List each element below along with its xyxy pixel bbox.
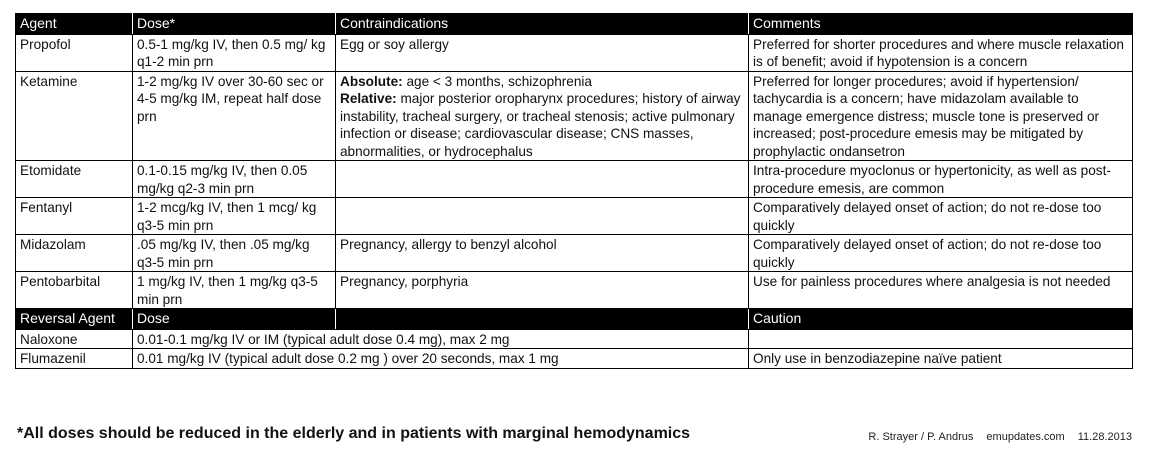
agent-contraindications [336,161,749,198]
header-caution: Caution [749,309,1133,330]
header-reversal-blank [336,309,749,330]
credits [858,431,1132,443]
agent-dose: 1 mg/kg IV, then 1 mg/kg q3-5 min prn [133,272,336,309]
header-agent: Agent [16,14,133,35]
agent-dose: 1-2 mg/kg IV over 30-60 sec or 4-5 mg/kg IM, repeat half dose prn [133,71,336,161]
reversal-agent-name: Naloxone [16,329,133,349]
agent-dose: 0.5-1 mg/kg IV, then 0.5 mg/ kg q1-2 min prn [133,34,336,71]
agent-dose: 0.1-0.15 mg/kg IV, then 0.05 mg/kg q2-3 min prn [133,161,336,198]
agent-comments: Preferred for shorter procedures and where muscle relaxation is of benefit; avoid if hypotension is a concern [749,34,1133,71]
agent-name: Fentanyl [16,198,133,235]
table-row-propofol [16,34,1133,71]
reversal-header-row [16,309,1133,330]
header-reversal-dose: Dose [133,309,336,330]
agent-contraindications [336,198,749,235]
footer [15,425,1132,447]
agent-contraindications: Egg or soy allergy [336,34,749,71]
relative-label: Relative: [340,91,397,106]
agent-name: Propofol [16,34,133,71]
sedation-reference-sheet [15,13,1132,369]
agent-contraindications: Pregnancy, allergy to benzyl alcohol [336,235,749,272]
table-row-flumazenil [16,349,1133,369]
agent-name: Pentobarbital [16,272,133,309]
header-comments: Comments [749,14,1133,35]
table-row-fentanyl [16,198,1133,235]
agent-name: Ketamine [16,71,133,161]
reversal-agent-caution: Only use in benzodiazepine naïve patient [749,349,1133,369]
authors: R. Strayer / P. Andrus [868,431,974,443]
sedation-agents-table [15,13,1133,369]
table-header-row [16,14,1133,35]
header-reversal-agent: Reversal Agent [16,309,133,330]
site: emupdates.com [986,431,1065,443]
agent-dose: .05 mg/kg IV, then .05 mg/kg q3-5 min prn [133,235,336,272]
dose-footnote: *All doses should be reduced in the elderly and in patients with marginal hemodynamics [17,425,691,442]
agent-comments: Preferred for longer procedures; avoid if hypertension/ tachycardia is a concern; have midazolam available to manage emergence distress; muscle tone is preserved or increased; post-procedure emesis may be mitigated by prophylactic ondansetron [749,71,1133,161]
header-contraindications: Contraindications [336,14,749,35]
reversal-agent-dose: 0.01 mg/kg IV (typical adult dose 0.2 mg ) over 20 seconds, max 1 mg [133,349,749,369]
agent-comments: Comparatively delayed onset of action; do not re-dose too quickly [749,198,1133,235]
reversal-agent-caution [749,329,1133,349]
agent-name: Midazolam [16,235,133,272]
agent-contraindications: Pregnancy, porphyria [336,272,749,309]
table-row-midazolam [16,235,1133,272]
date: 11.28.2013 [1077,431,1132,443]
absolute-label: Absolute: [340,73,403,89]
header-dose: Dose* [133,14,336,35]
agent-comments: Intra-procedure myoclonus or hypertonicity, as well as post-procedure emesis, are common [749,161,1133,198]
table-row-etomidate [16,161,1133,198]
agent-name: Etomidate [16,161,133,198]
reversal-agent-dose: 0.01-0.1 mg/kg IV or IM (typical adult dose 0.4 mg), max 2 mg [133,329,749,349]
table-row-naloxone [16,329,1133,349]
relative-text: major posterior oropharynx procedures; history of airway instability, tracheal surgery, or tracheal stenosis; active pulmonary infection or disease; cardiovascular disease; CNS masses, abnormalities, or hydrocephalus [340,91,741,159]
table-row-pentobarbital [16,272,1133,309]
table-row-ketamine [16,71,1133,161]
agent-comments: Comparatively delayed onset of action; do not re-dose too quickly [749,235,1133,272]
agent-dose: 1-2 mcg/kg IV, then 1 mcg/ kg q3-5 min prn [133,198,336,235]
absolute-text: age < 3 months, schizophrenia [402,73,592,89]
agent-contraindications [336,71,749,161]
agent-comments: Use for painless procedures where analgesia is not needed [749,272,1133,309]
reversal-agent-name: Flumazenil [16,349,133,369]
